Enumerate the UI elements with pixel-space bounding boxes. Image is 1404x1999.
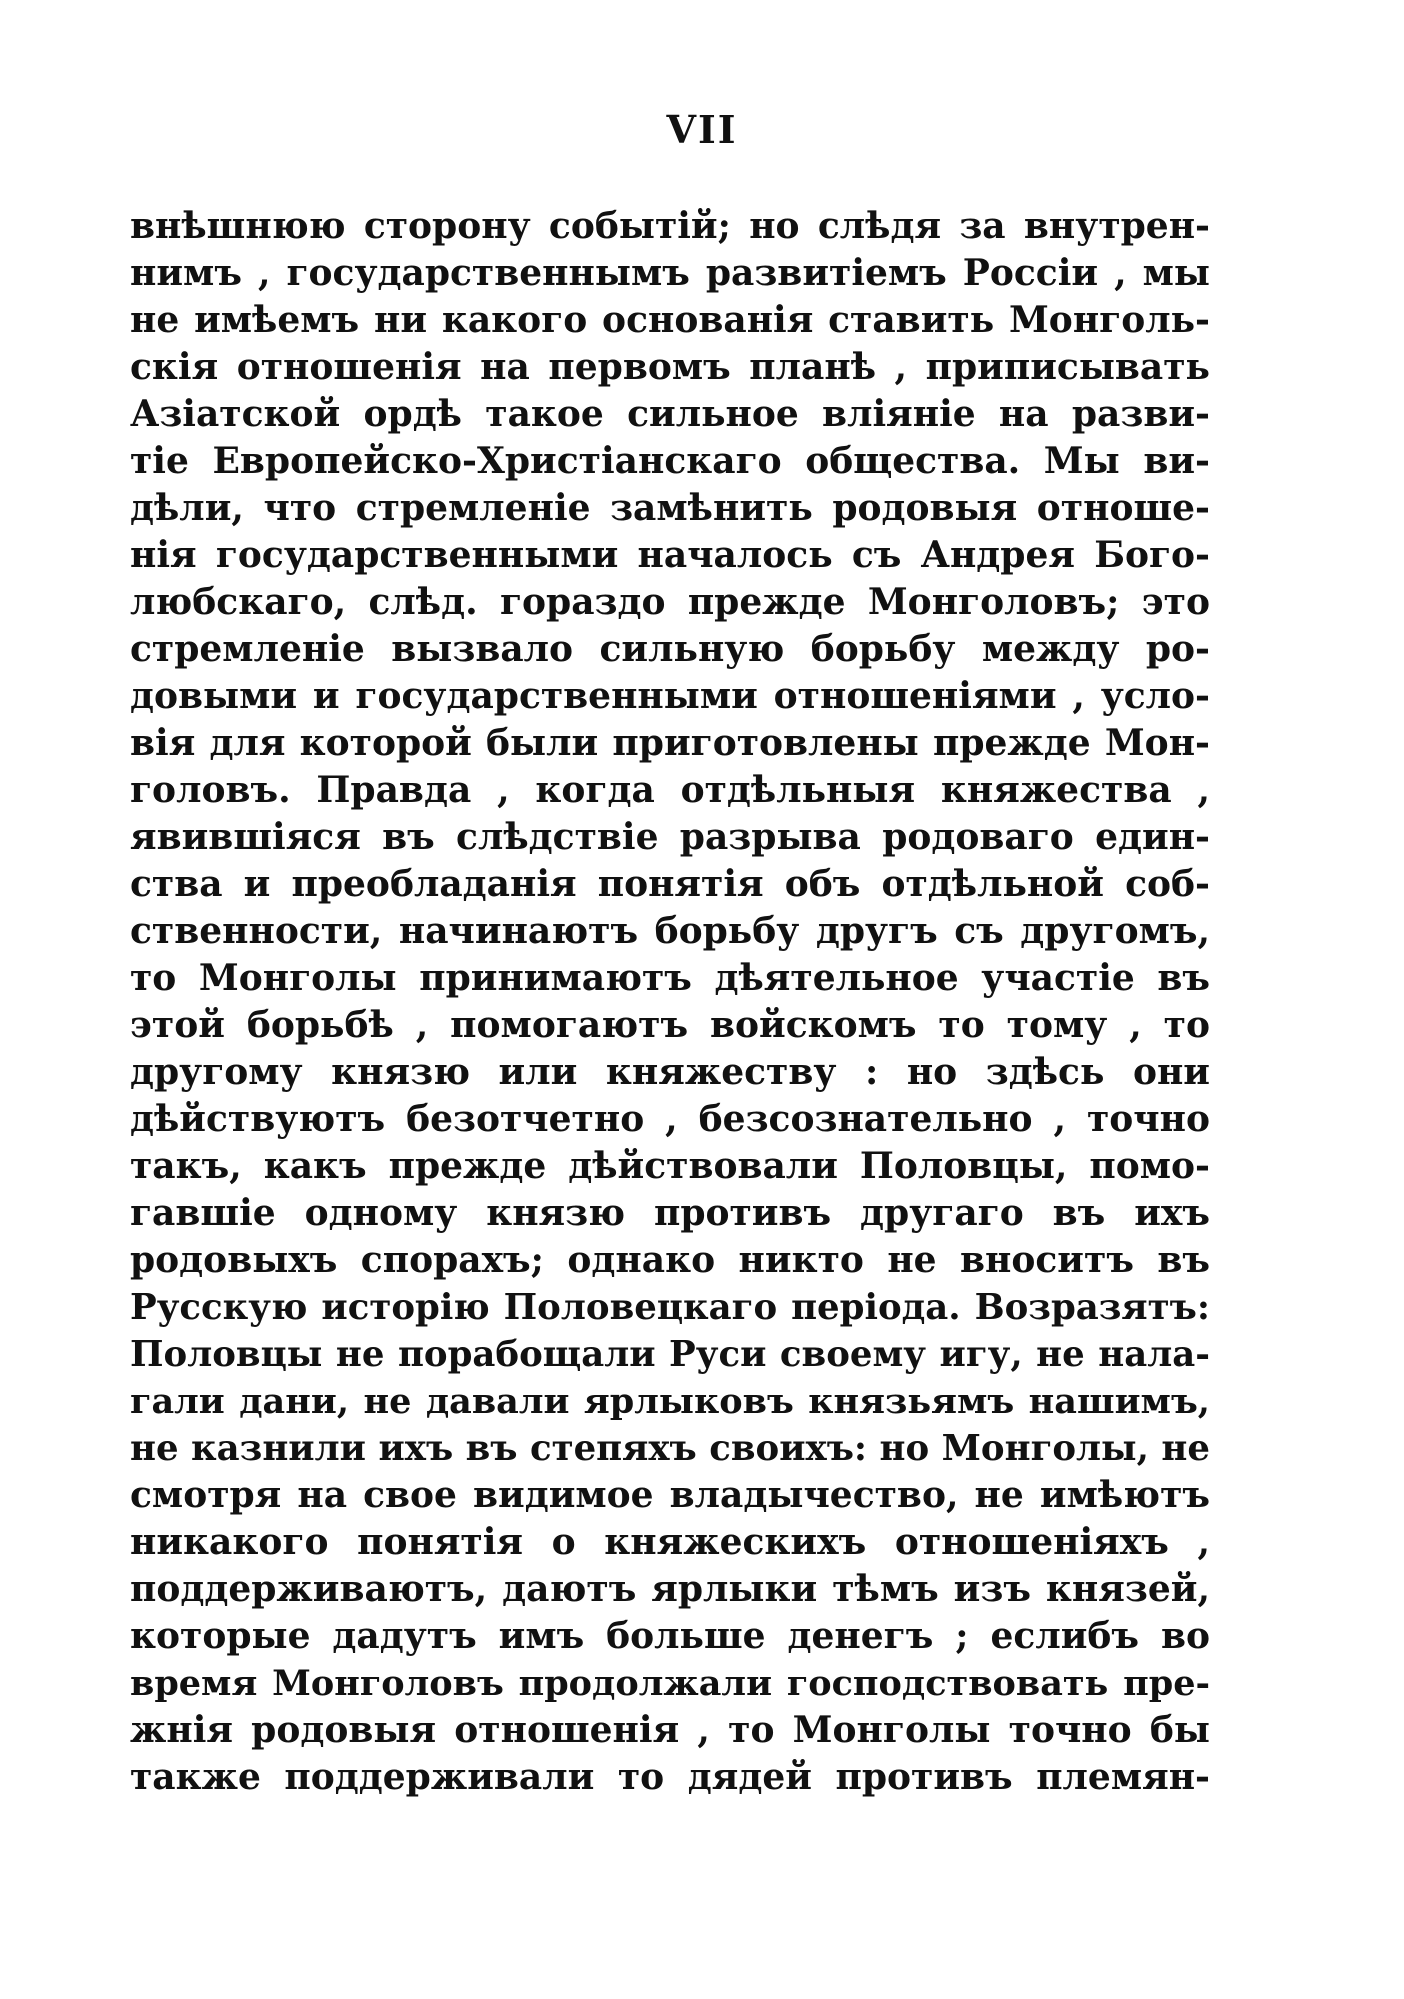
text-line: не имѣемъ ни какого основанія ставить Монголь-	[130, 299, 1210, 341]
text-line: довыми и государственными отношеніями , усло-	[130, 675, 1210, 717]
text-line: также поддерживали то дядей противъ племян-	[130, 1756, 1210, 1798]
text-line: гавшіе одному князю противъ другаго въ ихъ	[130, 1192, 1210, 1234]
page-number: VII	[666, 107, 738, 152]
text-line: ства и преобладанія понятія объ отдѣльной соб-	[130, 863, 1210, 905]
text-line: Азіатской ордѣ такое сильное вліяніе на разви-	[130, 393, 1210, 435]
text-line: такъ, какъ прежде дѣйствовали Половцы, помо-	[130, 1145, 1210, 1187]
text-line: смотря на свое видимое владычество, не имѣютъ	[130, 1474, 1210, 1516]
text-line: этой борьбѣ , помогаютъ войскомъ то тому , то	[130, 1004, 1210, 1046]
text-line: дѣйствуютъ безотчетно , безсознательно , точно	[130, 1098, 1210, 1140]
text-line: вія для которой были приготовлены прежде Мон-	[130, 722, 1210, 764]
body-text	[130, 203, 1210, 1801]
text-line: дѣли, что стремленіе замѣнить родовыя отноше-	[130, 487, 1210, 529]
text-line: не казнили ихъ въ степяхъ своихъ: но Монголы, не	[130, 1428, 1210, 1469]
text-line: поддерживаютъ, даютъ ярлыки тѣмъ изъ князей,	[130, 1568, 1210, 1610]
text-line: ственности, начинаютъ борьбу другъ съ другомъ,	[130, 910, 1210, 952]
text-line: скія отношенія на первомъ планѣ , приписывать	[130, 346, 1210, 388]
text-line: Половцы не порабощали Руси своему игу, не нала-	[130, 1334, 1210, 1375]
text-line: то Монголы принимаютъ дѣятельное участіе въ	[130, 957, 1210, 999]
text-line: время Монголовъ продолжали господствовать пре-	[130, 1663, 1210, 1704]
text-line: гали дани, не давали ярлыковъ князьямъ нашимъ,	[130, 1381, 1210, 1422]
text-line: родовыхъ спорахъ; однако никто не вноситъ въ	[130, 1239, 1210, 1281]
text-line: нія государственными началось съ Андрея Бого-	[130, 534, 1210, 576]
text-line: другому князю или княжеству : но здѣсь они	[130, 1051, 1210, 1093]
text-line: никакого понятія о княжескихъ отношеніяхъ ,	[130, 1521, 1210, 1563]
text-line: жнія родовыя отношенія , то Монголы точно бы	[130, 1709, 1210, 1751]
text-line: любскаго, слѣд. гораздо прежде Монголовъ; это	[130, 581, 1210, 623]
text-line: тіе Европейско-Христіанскаго общества. Мы ви-	[130, 440, 1210, 482]
text-line: внѣшнюю сторону событій; но слѣдя за внутрен-	[130, 205, 1210, 247]
text-line: которые дадутъ имъ больше денегъ ; еслибъ во	[130, 1615, 1210, 1657]
text-line: головъ. Правда , когда отдѣльныя княжества ,	[130, 769, 1210, 811]
text-line: стремленіе вызвало сильную борьбу между ро-	[130, 628, 1210, 670]
text-line: нимъ , государственнымъ развитіемъ Россіи , мы	[130, 252, 1210, 294]
text-line: Русскую исторію Половецкаго періода. Возразятъ:	[130, 1287, 1210, 1328]
text-line: явившіяся въ слѣдствіе разрыва родоваго един-	[130, 816, 1210, 858]
